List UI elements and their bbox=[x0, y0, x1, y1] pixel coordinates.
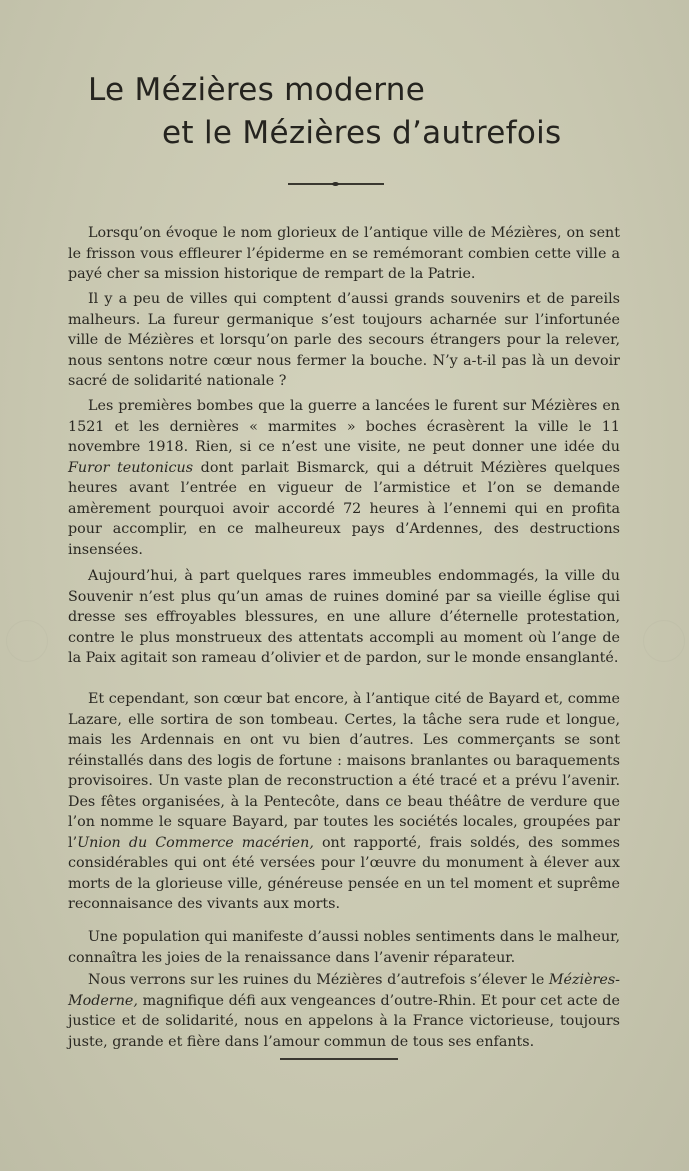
paragraph-6: Une population qui manifeste d’aussi nobles sentiments dans le malheur, connaîtra les joies de la renaissance dans l’avenir réparateur. bbox=[68, 929, 620, 966]
paragraph-1: Lorsqu’on évoque le nom glorieux de l’antique ville de Mézières, on sent le frisson vous effleurer l’épiderme en se remémorant combien cette ville a payé cher sa mission historique de rempart de la Patrie. bbox=[68, 225, 620, 282]
watermark-right bbox=[643, 620, 685, 662]
ornament-divider bbox=[288, 183, 384, 185]
paragraph-3 bbox=[68, 396, 620, 560]
paragraph-7 bbox=[68, 970, 620, 1052]
paragraph-5-text-a: Et cependant, son cœur bat encore, à l’antique cité de Bayard et, comme Lazare, elle sortira de son tombeau. Certes, la tâche sera rude et longue, mais les Ardennais en ont vu bien d’autres. Les commerçants se sont réinstallés dans des logis de fortune : maisons branlantes ou baraquements provisoires. Un vaste plan de reconstruction a été tracé et a prévu l’avenir. Des fêtes organisées, à la Pentecôte, dans ce beau théâtre de verdure que l’on nomme le square Bayard, par toutes les sociétés locales, groupées par l’ bbox=[68, 691, 620, 851]
paragraph-7-text-a: Nous verrons sur les ruines du Mézières d’autrefois s’élever le bbox=[88, 972, 549, 988]
title-line-2: et le Mézières d’autrefois bbox=[162, 115, 562, 151]
paragraph-2: Il y a peu de villes qui comptent d’aussi grands souvenirs et de pareils malheurs. La fureur germanique s’est toujours acharnée sur l’infortunée ville de Mézières et lorsqu’on parle des secours étrangers pour la relever, nous sentons notre cœur nous fermer la bouche. N’y a-t-il pas là un devoir sacré de solidarité nationale ? bbox=[68, 291, 620, 389]
paragraph-5-text-b: ont rapporté, frais soldés, des sommes considérables qui ont été versées pour l’œuvre du monument à élever aux morts de la glorieuse ville, généreuse pensée en un tel moment et suprême reconnaisance des vivants aux morts. bbox=[68, 834, 621, 912]
closing-rule bbox=[280, 1058, 398, 1060]
paragraph-7-text-b: magnifique défi aux vengeances d’outre-Rhin. Et pour cet acte de justice et de solidarité, nous en appelons à la France victorieuse, toujours juste, grande et fière dans l’amour commun de tous ses enfants. bbox=[68, 992, 620, 1050]
paragraph-3-text-b: dont parlait Bismarck, qui a détruit Mézières quelques heures avant l’entrée en vigueur de l’armistice et l’on se demande amèrement pourquoi avoir accordé 72 heures à l’ennemi qui en profita pour accomplir, en ce malheureux pays d’Ardennes, des destructions insensées. bbox=[68, 459, 620, 558]
paragraph-4: Aujourd’hui, à part quelques rares immeubles endommagés, la ville du Souvenir n’est plus qu’un amas de ruines dominé par sa vieille église qui dresse ses effroyables blessures, en une allure d’éternelle protestation, contre le plus monstrueux des attentats accompli au moment où l’ange de la Paix agitait son rameau d’olivier et de pardon, sur le monde ensanglanté. bbox=[68, 568, 620, 666]
watermark-left bbox=[6, 620, 48, 662]
paragraph-3-text-a: Les premières bombes que la guerre a lancées le furent sur Mézières en 1521 et les dernières « marmites » boches écrasèrent la ville le 11 novembre 1918. Rien, si ce n’est une visite, ne peut donner une idée du bbox=[68, 398, 620, 455]
paragraph-7-emphasis: Mézières-Moderne, bbox=[68, 972, 620, 1009]
title-line-1: Le Mézières moderne bbox=[88, 72, 426, 108]
paragraph-5 bbox=[68, 689, 620, 915]
paragraph-3-emphasis: Furor teutonicus bbox=[68, 459, 194, 476]
paragraph-5-emphasis: Union du Commerce macérien, bbox=[77, 834, 314, 851]
